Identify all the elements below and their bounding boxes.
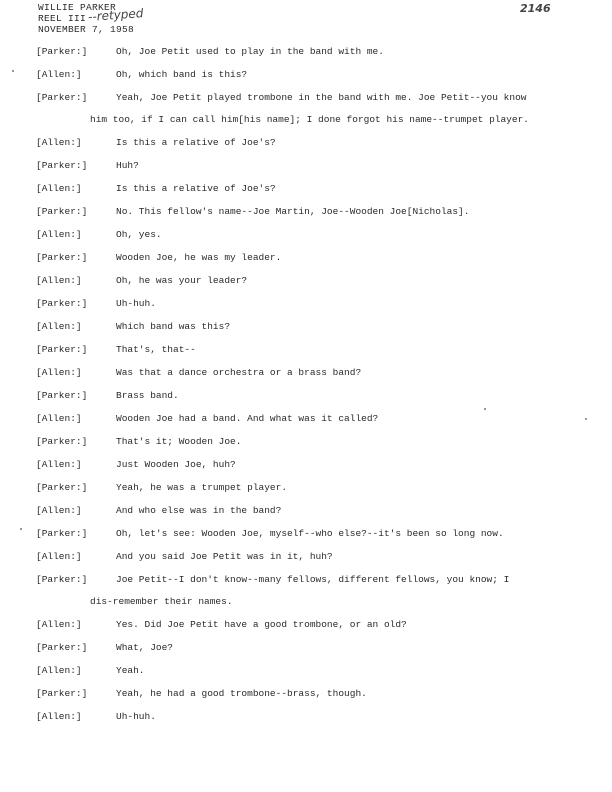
speaker-label: [Allen:] [36, 367, 82, 378]
speaker-label: [Parker:] [36, 528, 88, 539]
utterance-text: Oh, he was your leader? [116, 275, 248, 286]
utterance-text: Is this a relative of Joe's? [116, 137, 276, 148]
scan-speck [20, 528, 22, 530]
speaker-label: [Allen:] [36, 321, 82, 332]
retyped-annotation: --retyped [87, 6, 144, 24]
utterance-text: Yeah, he had a good trombone--brass, though. [116, 688, 367, 699]
utterance-text: Yeah, he was a trumpet player. [116, 482, 288, 493]
speaker-label: [Parker:] [36, 252, 88, 263]
page-number: 2146 [520, 2, 551, 15]
speaker-label: [Parker:] [36, 642, 88, 653]
utterance-text: That's, that-- [116, 344, 196, 355]
speaker-label: [Parker:] [36, 206, 88, 217]
speaker-label: [Allen:] [36, 711, 82, 722]
speaker-label: [Parker:] [36, 574, 88, 585]
speaker-label: [Allen:] [36, 229, 82, 240]
speaker-label: [Parker:] [36, 160, 88, 171]
utterance-text: Yeah, Joe Petit played trombone in the band with me. Joe Petit--you know him too, if I can call him[his name]; I done forgot his name--trumpet player. [116, 87, 576, 109]
speaker-label: [Parker:] [36, 46, 88, 57]
utterance-text: What, Joe? [116, 642, 174, 653]
utterance-text: Just Wooden Joe, huh? [116, 459, 236, 470]
utterance-text: And who else was in the band? [116, 505, 282, 516]
interview-date: NOVEMBER 7, 1958 [38, 24, 135, 35]
speaker-label: [Allen:] [36, 413, 82, 424]
speaker-label: [Parker:] [36, 390, 88, 401]
utterance-text: Joe Petit--I don't know--many fellows, different fellows, you know; I dis-remember their names. [116, 569, 576, 591]
speaker-label: [Parker:] [36, 92, 88, 103]
utterance-text: Oh, let's see: Wooden Joe, myself--who else?--it's been so long now. [116, 528, 504, 539]
scan-speck [484, 408, 486, 410]
speaker-label: [Allen:] [36, 505, 82, 516]
interviewee-name: WILLIE PARKER [38, 2, 117, 13]
utterance-continuation: dis-remember their names. [90, 596, 233, 607]
utterance-text: Brass band. [116, 390, 179, 401]
utterance-text: No. This fellow's name--Joe Martin, Joe--Wooden Joe[Nicholas]. [116, 206, 470, 217]
utterance-text: Huh? [116, 160, 139, 171]
speaker-label: [Allen:] [36, 275, 82, 286]
speaker-label: [Allen:] [36, 665, 82, 676]
reel-label: REEL III [38, 13, 87, 24]
speaker-label: [Parker:] [36, 298, 88, 309]
speaker-label: [Parker:] [36, 436, 88, 447]
utterance-continuation: him too, if I can call him[his name]; I done forgot his name--trumpet player. [90, 114, 529, 125]
utterance-text: Yes. Did Joe Petit have a good trombone, or an old? [116, 619, 407, 630]
utterance-text: Wooden Joe had a band. And what was it called? [116, 413, 379, 424]
utterance-text: Yeah. [116, 665, 145, 676]
utterance-text: Uh-huh. [116, 711, 156, 722]
scan-speck [585, 418, 587, 420]
utterance-text: Oh, Joe Petit used to play in the band with me. [116, 46, 384, 57]
utterance-text: Is this a relative of Joe's? [116, 183, 276, 194]
utterance-text: Uh-huh. [116, 298, 156, 309]
speaker-label: [Parker:] [36, 688, 88, 699]
scan-speck [12, 70, 14, 72]
speaker-label: [Allen:] [36, 551, 82, 562]
utterance-text: Oh, yes. [116, 229, 162, 240]
speaker-label: [Allen:] [36, 137, 82, 148]
speaker-label: [Allen:] [36, 69, 82, 80]
speaker-label: [Allen:] [36, 183, 82, 194]
utterance-text: Wooden Joe, he was my leader. [116, 252, 282, 263]
utterance-text: Was that a dance orchestra or a brass band? [116, 367, 362, 378]
utterance-text: And you said Joe Petit was in it, huh? [116, 551, 333, 562]
utterance-text: That's it; Wooden Joe. [116, 436, 242, 447]
utterance-text: Oh, which band is this? [116, 69, 248, 80]
speaker-label: [Allen:] [36, 619, 82, 630]
speaker-label: [Parker:] [36, 482, 88, 493]
speaker-label: [Allen:] [36, 459, 82, 470]
utterance-text: Which band was this? [116, 321, 231, 332]
speaker-label: [Parker:] [36, 344, 88, 355]
